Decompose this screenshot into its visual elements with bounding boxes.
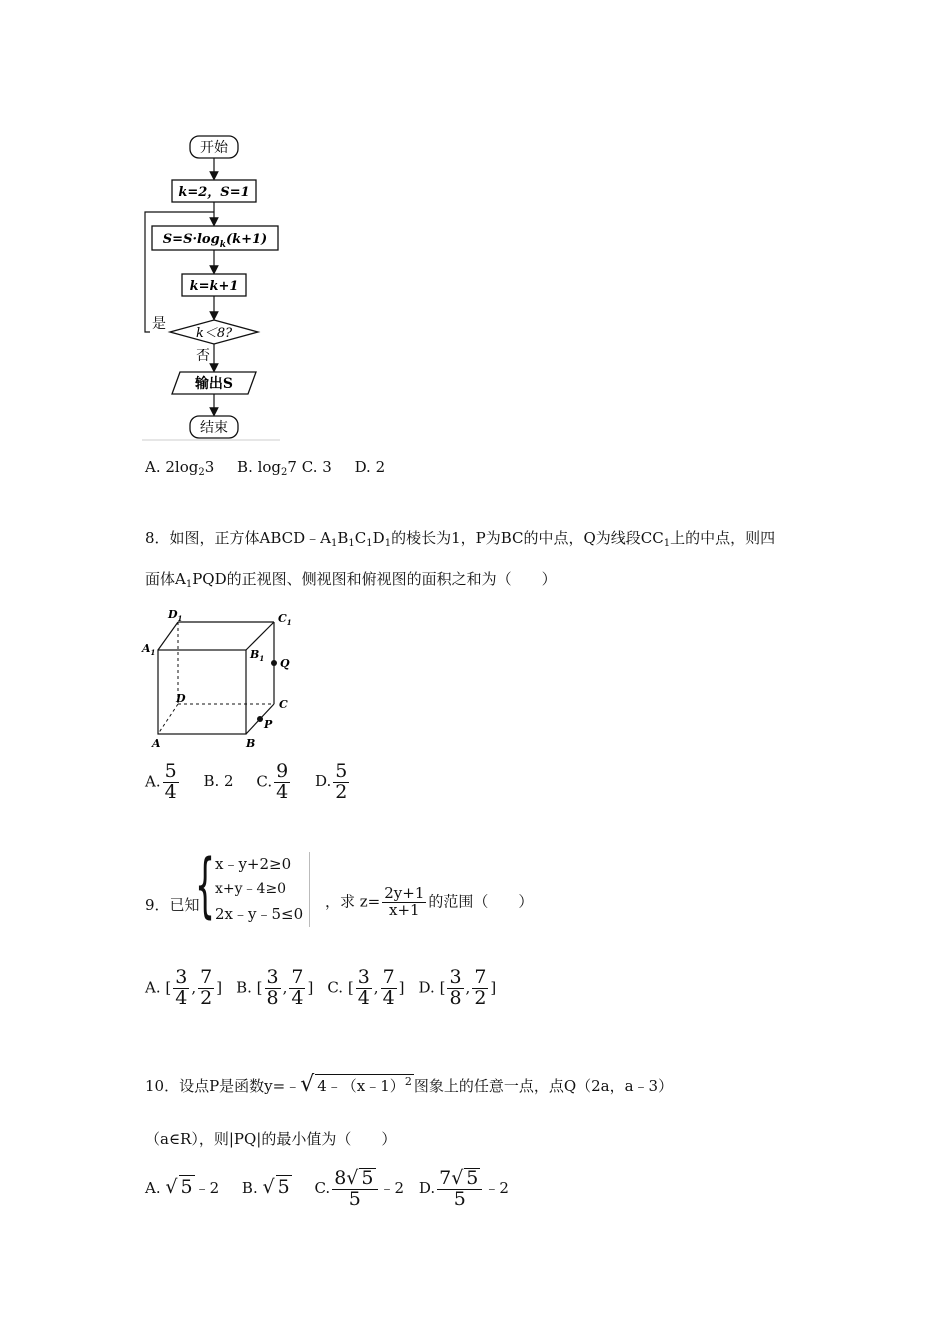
q9-option-b: B. [ $\frac{3}{8}$ , $\frac{7}{4}$ ] <box>236 966 314 1009</box>
q9-option-a: A. [ $\frac{3}{4}$ , $\frac{7}{2}$ ] <box>145 966 223 1009</box>
q10-text-line2: （a∈R），则|PQ|的最小值为（ ） <box>145 1130 397 1148</box>
cube-figure <box>140 604 300 754</box>
q10-option-d: D. $\frac{7√ 5}{5}$ ﹣2 <box>418 1167 509 1210</box>
q7-option-d: D. 2 <box>354 458 386 476</box>
label-p: P <box>264 718 273 731</box>
q8-option-c: C. $\frac{9}{4}$ <box>256 760 289 803</box>
q10-option-a: A. √ 5 ﹣2 <box>145 1175 220 1198</box>
q7-options <box>145 458 385 478</box>
flow-output-label: 输出S <box>194 376 234 392</box>
flowchart <box>140 128 290 448</box>
flow-step2-label: k=k+1 <box>189 279 239 294</box>
q9-option-d: D. [ $\frac{3}{8}$ , $\frac{7}{2}$ ] <box>418 966 497 1009</box>
label-b1: $B_1$ <box>250 648 265 663</box>
q9-system: x﹣y+2≥0 x+y﹣4≥0 2x﹣y﹣5≤0 <box>215 852 310 927</box>
label-a1: $A_1$ <box>142 642 156 657</box>
label-d: D <box>176 692 186 705</box>
flow-init-label: k=2，S=1 <box>178 185 250 200</box>
q8-text-line2: 面体$A_1PQD$的正视图、侧视图和俯视图的面积之和为（ ） <box>145 570 557 590</box>
q7-option-b: B. $\log_27$ <box>237 458 297 478</box>
label-b: B <box>246 737 256 750</box>
flow-yes-label: 是 <box>152 316 166 332</box>
q7-option-c: C. 3 <box>301 458 332 476</box>
q9-options <box>145 968 510 1009</box>
q9-stem: 9．已知 { x﹣y+2≥0 x+y﹣4≥0 2x﹣y﹣5≤0 ，求 z= $\frac{2y+1}{x+1}$ 的范围（ ） <box>145 844 534 926</box>
flow-decision-label: k＜8? <box>195 326 233 341</box>
q9-option-c: C. [ $\frac{3}{4}$ , $\frac{7}{4}$ ] <box>327 966 405 1009</box>
q8-option-b: B. 2 <box>203 772 234 791</box>
q7-option-a: A. $2\log_23$ <box>145 458 215 478</box>
label-c: C <box>279 698 288 711</box>
q8-option-d: D. $\frac{5}{2}$ <box>314 760 348 803</box>
q10-options <box>145 1168 509 1210</box>
flow-step1-label: $S=S\cdot\log_k(k+1)$ <box>162 232 268 250</box>
label-c1: $C_1$ <box>278 612 292 627</box>
label-d1: $D_1$ <box>168 608 183 623</box>
label-q: Q <box>280 657 290 670</box>
q10-option-b: B. √ 5 <box>241 1175 290 1198</box>
q8-options <box>145 762 351 803</box>
flow-end-label: 结束 <box>200 420 228 436</box>
q9-brace: { <box>195 844 216 926</box>
point-p-marker <box>257 716 263 722</box>
flow-no-label: 否 <box>196 348 210 364</box>
q10-option-c: C. $\frac{8√ 5}{5}$ ﹣2 <box>314 1167 405 1210</box>
label-a: A <box>152 737 161 750</box>
q8-option-a: A. $\frac{5}{4}$ <box>145 760 177 803</box>
q10-text-line1: 10．设点P是函数y=﹣√ 4﹣（x﹣1）$^2$ 图象上的任意一点，点Q（2a，a﹣3） <box>145 1072 674 1097</box>
flow-start-label: 开始 <box>200 140 228 156</box>
q9-target: ，求 z= $\frac{2y+1}{x+1}$ 的范围（ ） <box>325 884 534 919</box>
point-q-marker <box>271 660 277 666</box>
q8-text-line1: 8．如图，正方体$ABCD﹣A_1B_1C_1D_1$的棱长为1，P为BC的中点，Q为线段$CC_1$上的中点，则四 <box>145 529 776 549</box>
